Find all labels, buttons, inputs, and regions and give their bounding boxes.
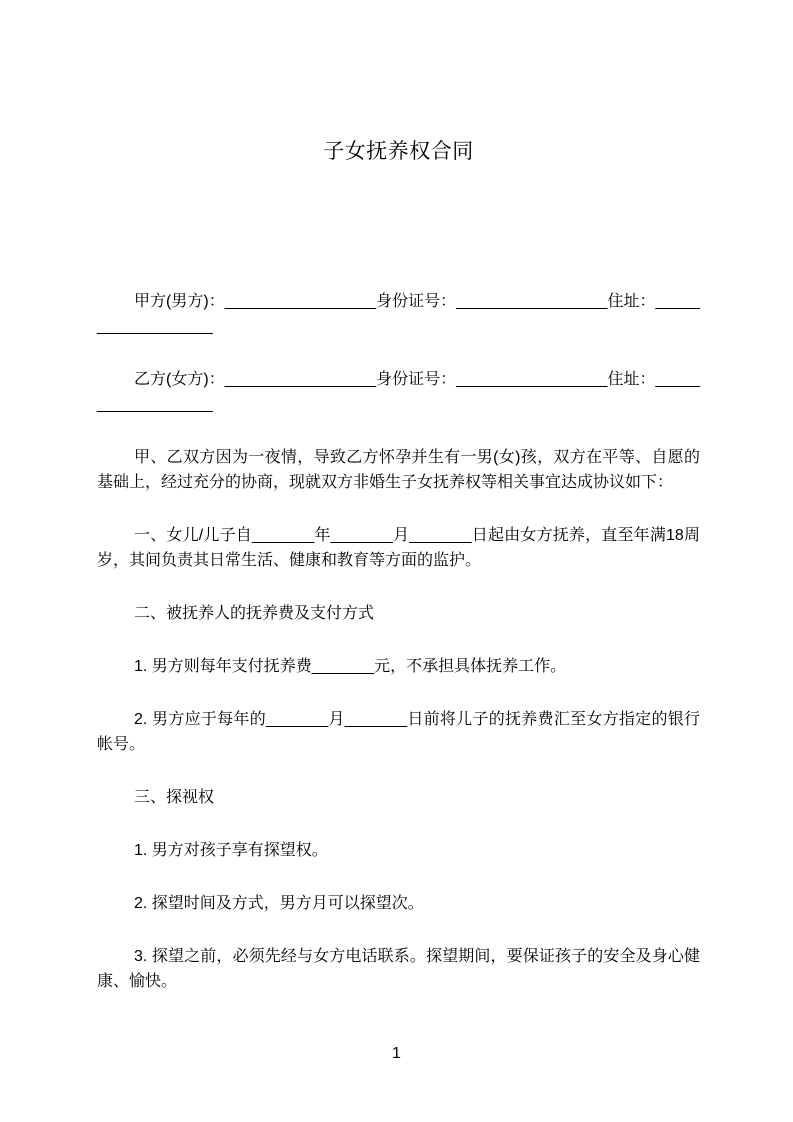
clause-2-item-1: 1. 男方则每年支付抚养费_______元，不承担具体抚养工作。 <box>134 658 567 675</box>
party-b-line: 乙方(女方)：_________________身份证号：_________________住址：__________________ <box>97 371 700 413</box>
clause-1-custody: 一、女儿/儿子自_______年_______月_______日起由女方抚养，直至年满18周岁，其间负责其日常生活、健康和教育等方面的监护。 <box>97 527 700 569</box>
clause-2-heading: 二、被抚养人的抚养费及支付方式 <box>134 605 375 622</box>
preamble-paragraph: 甲、乙双方因为一夜情，导致乙方怀孕并生有一男(女)孩，双方在平等、自愿的基础上，经过充分的协商，现就双方非婚生子女抚养权等相关事宜达成协议如下： <box>97 449 700 491</box>
clause-3-heading: 三、探视权 <box>134 789 215 806</box>
clause-3-item-3: 3. 探望之前，必须先经与女方电话联系。探望期间，要保证孩子的安全及身心健康、愉快。 <box>97 948 700 990</box>
clause-2-item-2: 2. 男方应于每年的_______月_______日前将儿子的抚养费汇至女方指定的银行帐号。 <box>97 711 700 753</box>
clause-3-item-1: 1. 男方对孩子享有探望权。 <box>134 842 328 859</box>
page-number: 1 <box>392 1045 401 1062</box>
document-title: 子女抚养权合同 <box>323 140 474 163</box>
clause-3-item-2: 2. 探望时间及方式，男方月可以探望次。 <box>134 895 424 912</box>
party-a-line: 甲方(男方)：_________________身份证号：_________________住址：__________________ <box>97 293 700 335</box>
